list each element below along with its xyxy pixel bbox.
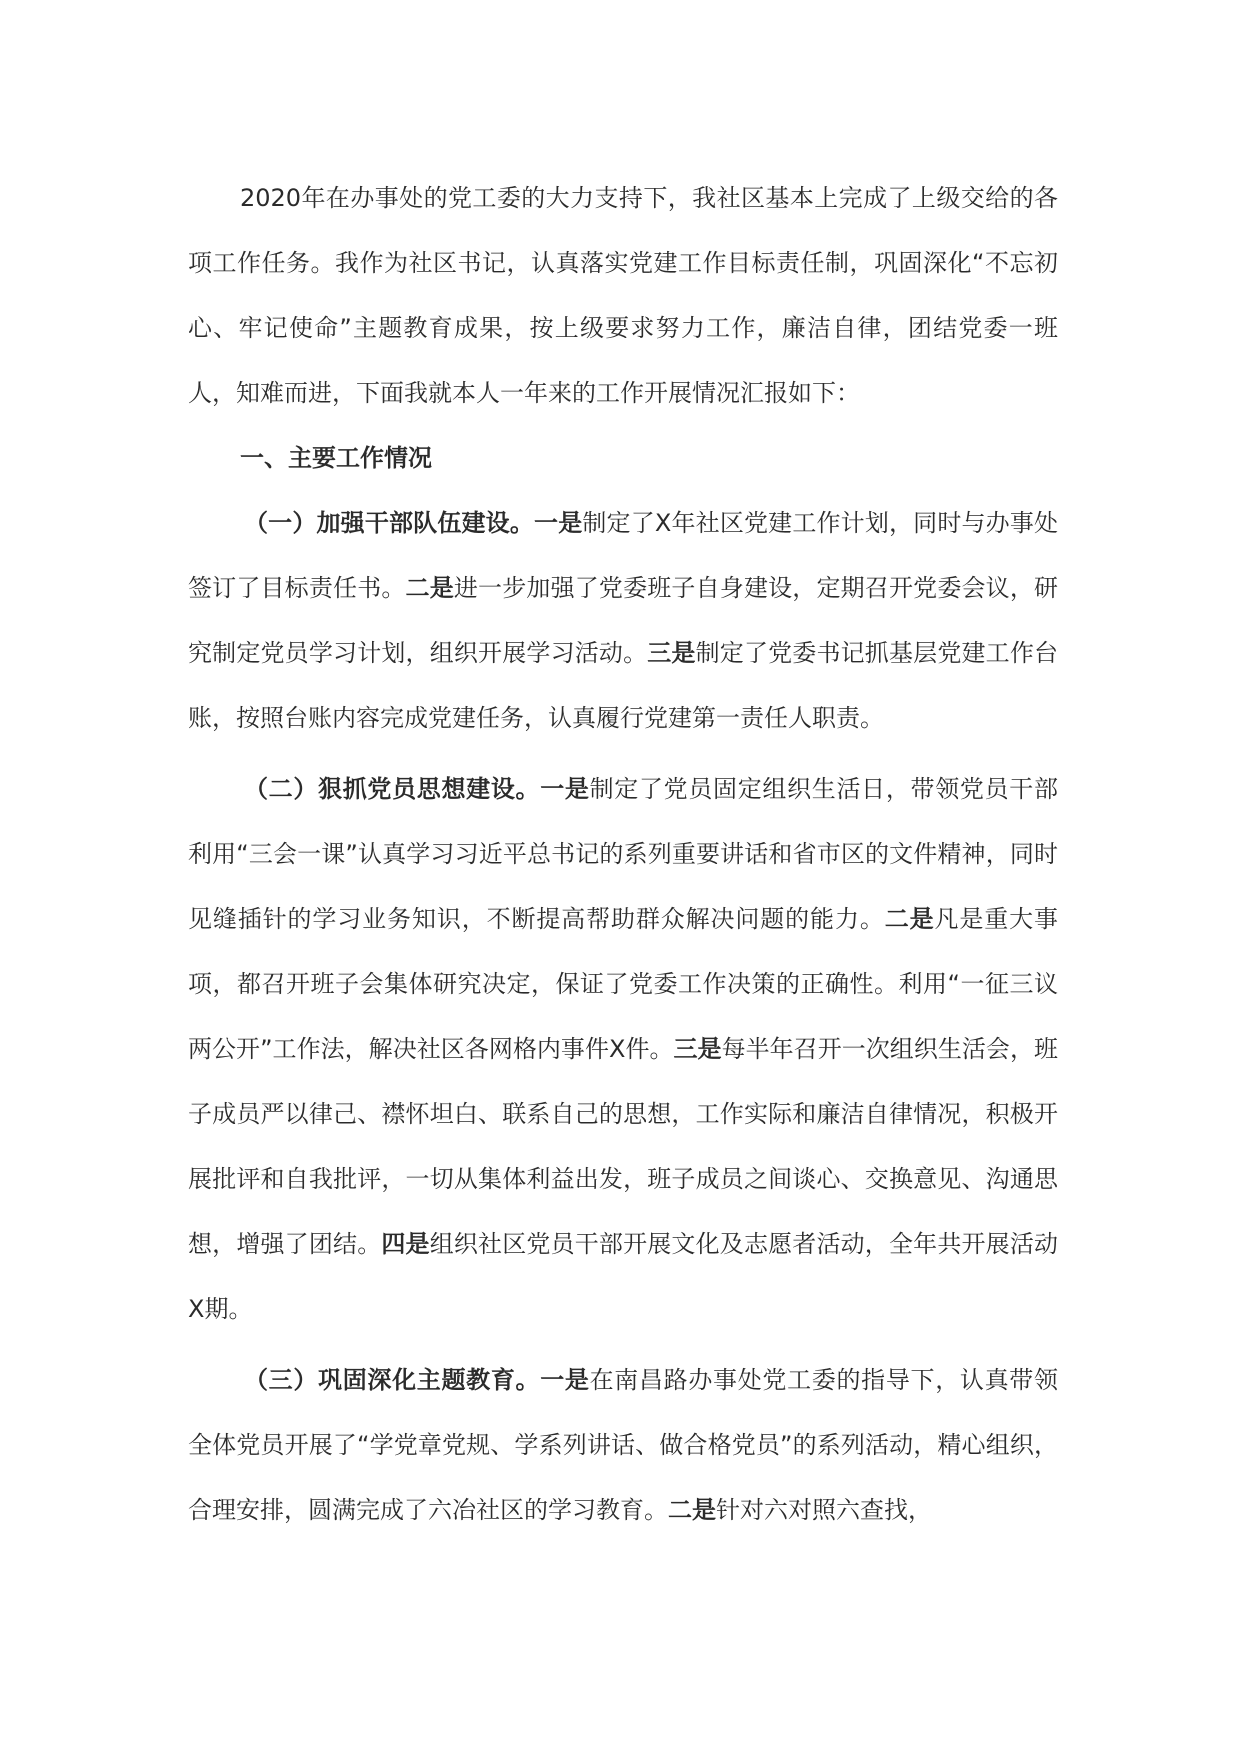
paragraph-title: （三）巩固深化主题教育。	[244, 1366, 541, 1394]
item-text: 制定了X年社区党建工作计划，同时与办事处签订了目标责任书。	[188, 509, 1059, 602]
document-body	[188, 166, 1058, 1543]
item-text: 进一步加强了党委班子自身建设，定期召开党委会议，研究制定党员学习计划，组织开展学习活动。	[188, 574, 1059, 667]
paragraph-theme-education	[188, 1348, 1058, 1543]
section-heading	[188, 426, 1058, 491]
item-text: 在南昌路办事处党工委的指导下，认真带领全体党员开展了“学党章党规、学系列讲话、做合格党员”的系列活动，精心组织，合理安排，圆满完成了六冶社区的学习教育。	[188, 1366, 1058, 1524]
item-text: 凡是重大事项，都召开班子会集体研究决定，保证了党委工作决策的正确性。利用“一征三议两公开”工作法，解决社区各网格内事件X件。	[188, 905, 1059, 1063]
item-text: 制定了党委书记抓基层党建工作台账，按照台账内容完成党建任务，认真履行党建第一责任人职责。	[188, 639, 1059, 732]
item-text: 每半年召开一次组织生活会，班子成员严以律己、襟怀坦白、联系自己的思想，工作实际和廉洁自律情况，积极开展批评和自我批评，一切从集体利益出发，班子成员之间谈心、交换意见、沟通思想，增强了团结。	[188, 1035, 1058, 1258]
item-marker: 一是	[534, 509, 583, 537]
paragraph-cadre-team	[188, 491, 1058, 751]
item-marker: 二是	[405, 574, 454, 602]
item-marker: 二是	[668, 1496, 716, 1524]
item-marker: 三是	[673, 1035, 722, 1063]
item-marker: 二是	[884, 905, 935, 933]
item-marker: 一是	[540, 775, 590, 803]
paragraph-title: （一）加强干部队伍建设。	[244, 509, 535, 537]
item-marker: 一是	[540, 1366, 590, 1394]
paragraph-title: （二）狠抓党员思想建设。	[244, 775, 541, 803]
item-marker: 三是	[647, 639, 696, 667]
item-marker: 四是	[381, 1230, 430, 1258]
intro-paragraph: 2020年在办事处的党工委的大力支持下，我社区基本上完成了上级交给的各项工作任务。我作为社区书记，认真落实党建工作目标责任制，巩固深化“不忘初心、牢记使命”主题教育成果，按上级要求努力工作，廉洁自律，团结党委一班人，知难而进，下面我就本人一年来的工作开展情况汇报如下：	[188, 184, 1058, 407]
item-text: 制定了党员固定组织生活日，带领党员干部利用“三会一课”认真学习习近平总书记的系列重要讲话和省市区的文件精神，同时见缝插针的学习业务知识，不断提高帮助群众解决问题的能力。	[188, 775, 1058, 933]
paragraph-ideology	[188, 757, 1058, 1342]
section-heading-text: 一、主要工作情况	[240, 444, 432, 472]
item-text: 针对六对照六查找，	[716, 1496, 932, 1524]
item-text: 组织社区党员干部开展文化及志愿者活动，全年共开展活动X期。	[188, 1230, 1059, 1323]
